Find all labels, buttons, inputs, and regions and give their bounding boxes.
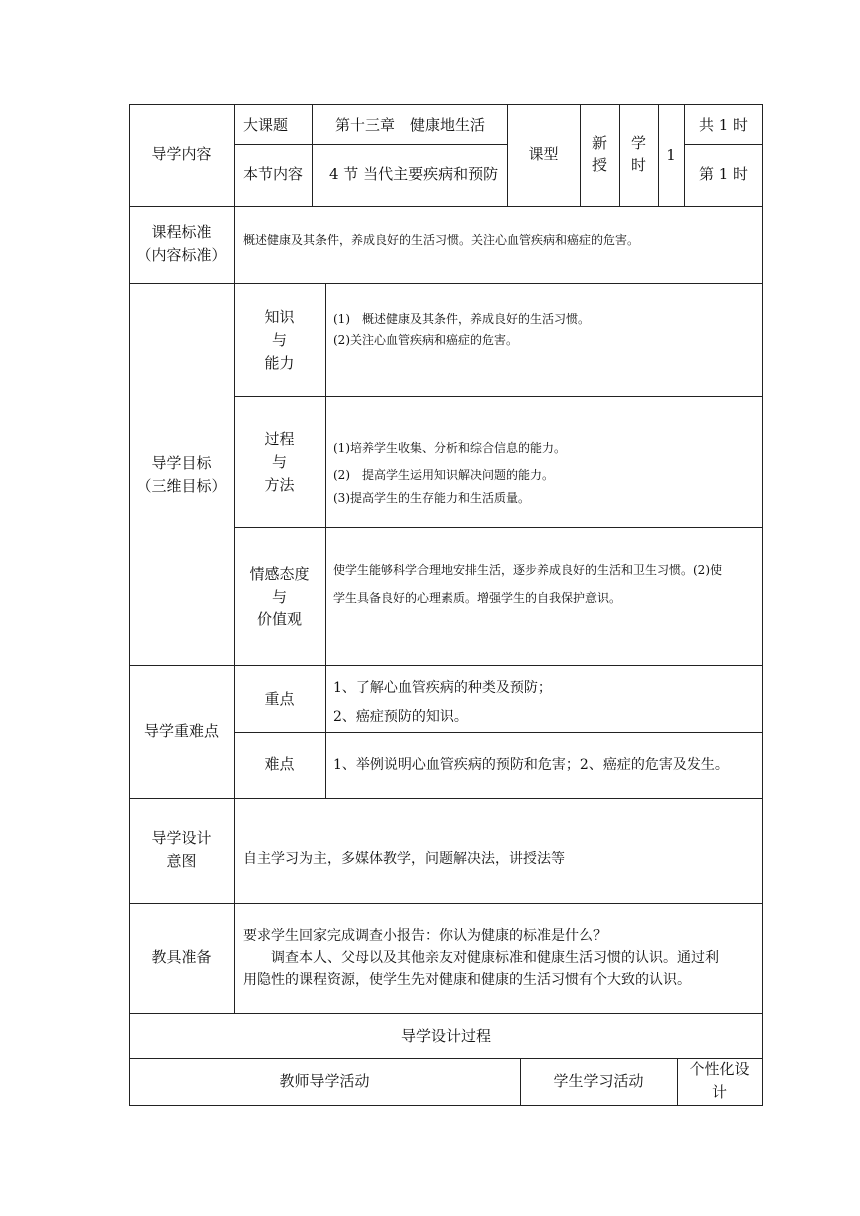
table-line (129, 1058, 763, 1059)
table-line (129, 1013, 763, 1014)
table-line (619, 104, 620, 206)
section-value: 4 节 当代主要疾病和预防 (329, 165, 499, 183)
difficult-point-text: 1、举例说明心血管疾病的预防和危害；2、癌症的危害及发生。 (333, 757, 729, 773)
table-line (129, 283, 763, 284)
table-line (129, 665, 763, 666)
label-content-standard: （内容标准） (136, 246, 227, 264)
label-lesson-content: 导学内容 (151, 145, 212, 163)
big-topic-value: 第十三章 健康地生活 (335, 116, 486, 134)
label-hours-char-1: 学 (630, 134, 646, 152)
column-teacher-activity: 教师导学活动 (279, 1072, 370, 1090)
tools-line-1: 要求学生回家完成调查小报告：你认为健康的标准是什么？ (243, 928, 607, 944)
process-item-3: (3)提高学生的生存能力和生活质量。 (333, 491, 530, 505)
label-lesson-type: 课型 (528, 145, 559, 163)
lesson-type-char-1: 新 (591, 134, 607, 152)
table-border-bottom (129, 1105, 763, 1106)
key-point-1: 1、了解心血管疾病的种类及预防； (333, 680, 552, 696)
table-line (234, 396, 763, 397)
knowledge-label-line-2: 与 (271, 331, 287, 349)
process-label-line-2: 与 (271, 453, 287, 471)
label-key-difficult-points: 导学重难点 (143, 722, 219, 740)
course-standard-text: 概述健康及其条件，养成良好的生活习惯。关注心血管疾病和癌症的危害。 (243, 233, 640, 247)
column-personalized-line-2: 计 (711, 1083, 727, 1101)
label-teaching-tools: 教具准备 (151, 948, 212, 966)
table-line (580, 104, 581, 206)
knowledge-label-line-3: 能力 (264, 354, 295, 372)
label-design-intent-line-1: 导学设计 (151, 829, 212, 847)
tools-line-3: 用隐性的课程资源，使学生先对健康和健康的生活习惯有个大致的认识。 (243, 972, 691, 988)
process-item-1: (1)培养学生收集、分析和综合信息的能力。 (333, 441, 566, 455)
table-line (234, 527, 763, 528)
table-line (129, 798, 763, 799)
label-difficult-point: 难点 (264, 755, 295, 773)
key-point-2: 2、癌症预防的知识。 (333, 709, 468, 725)
hours-value: 1 (666, 146, 676, 164)
emotion-label-line-1: 情感态度 (249, 565, 310, 583)
emotion-line-2: 学生具备良好的心理素质。增强学生的自我保护意识。 (333, 591, 622, 605)
process-item-2: (2) 提高学生运用知识解决问题的能力。 (333, 468, 554, 482)
column-student-activity: 学生学习活动 (553, 1072, 644, 1090)
design-intent-text: 自主学习为主，多媒体教学，问题解决法，讲授法等 (243, 851, 565, 867)
table-line (325, 283, 326, 798)
label-learning-goals: 导学目标 (151, 454, 212, 472)
label-key-point: 重点 (264, 690, 295, 708)
current-hour: 第 1 时 (698, 165, 749, 183)
knowledge-label-line-1: 知识 (264, 308, 295, 326)
label-hours-char-2: 时 (630, 156, 646, 174)
label-big-topic: 大课题 (243, 116, 289, 134)
label-course-standard: 课程标准 (151, 223, 212, 241)
column-personalized-line-1: 个性化设 (689, 1060, 750, 1078)
lesson-type-char-2: 授 (591, 156, 607, 174)
label-three-dimensions: （三维目标） (136, 477, 227, 495)
process-section-title: 导学设计过程 (400, 1027, 491, 1045)
table-line (234, 144, 508, 145)
table-line (684, 144, 763, 145)
table-border-right (762, 104, 763, 1105)
emotion-label-line-2: 与 (271, 588, 287, 606)
tools-line-2: 调查本人、父母以及其他亲友对健康标准和健康生活习惯的认识。通过利 (271, 950, 719, 966)
table-line (129, 206, 763, 207)
emotion-label-line-3: 价值观 (256, 610, 302, 628)
table-line (234, 104, 235, 1013)
label-design-intent-line-2: 意图 (166, 852, 197, 870)
table-border-top (129, 104, 763, 105)
knowledge-item-2: (2)关注心血管疾病和癌症的危害。 (333, 333, 518, 347)
table-line (234, 732, 763, 733)
label-section-content: 本节内容 (243, 165, 304, 183)
table-line (312, 104, 313, 206)
process-label-line-3: 方法 (264, 476, 295, 494)
table-line (129, 903, 763, 904)
knowledge-item-1: (1) 概述健康及其条件，养成良好的生活习惯。 (333, 312, 590, 326)
total-hours: 共 1 时 (698, 116, 749, 134)
emotion-line-1: 使学生能够科学合理地安排生活，逐步养成良好的生活和卫生习惯。(2)使 (333, 563, 723, 577)
process-label-line-1: 过程 (264, 430, 295, 448)
